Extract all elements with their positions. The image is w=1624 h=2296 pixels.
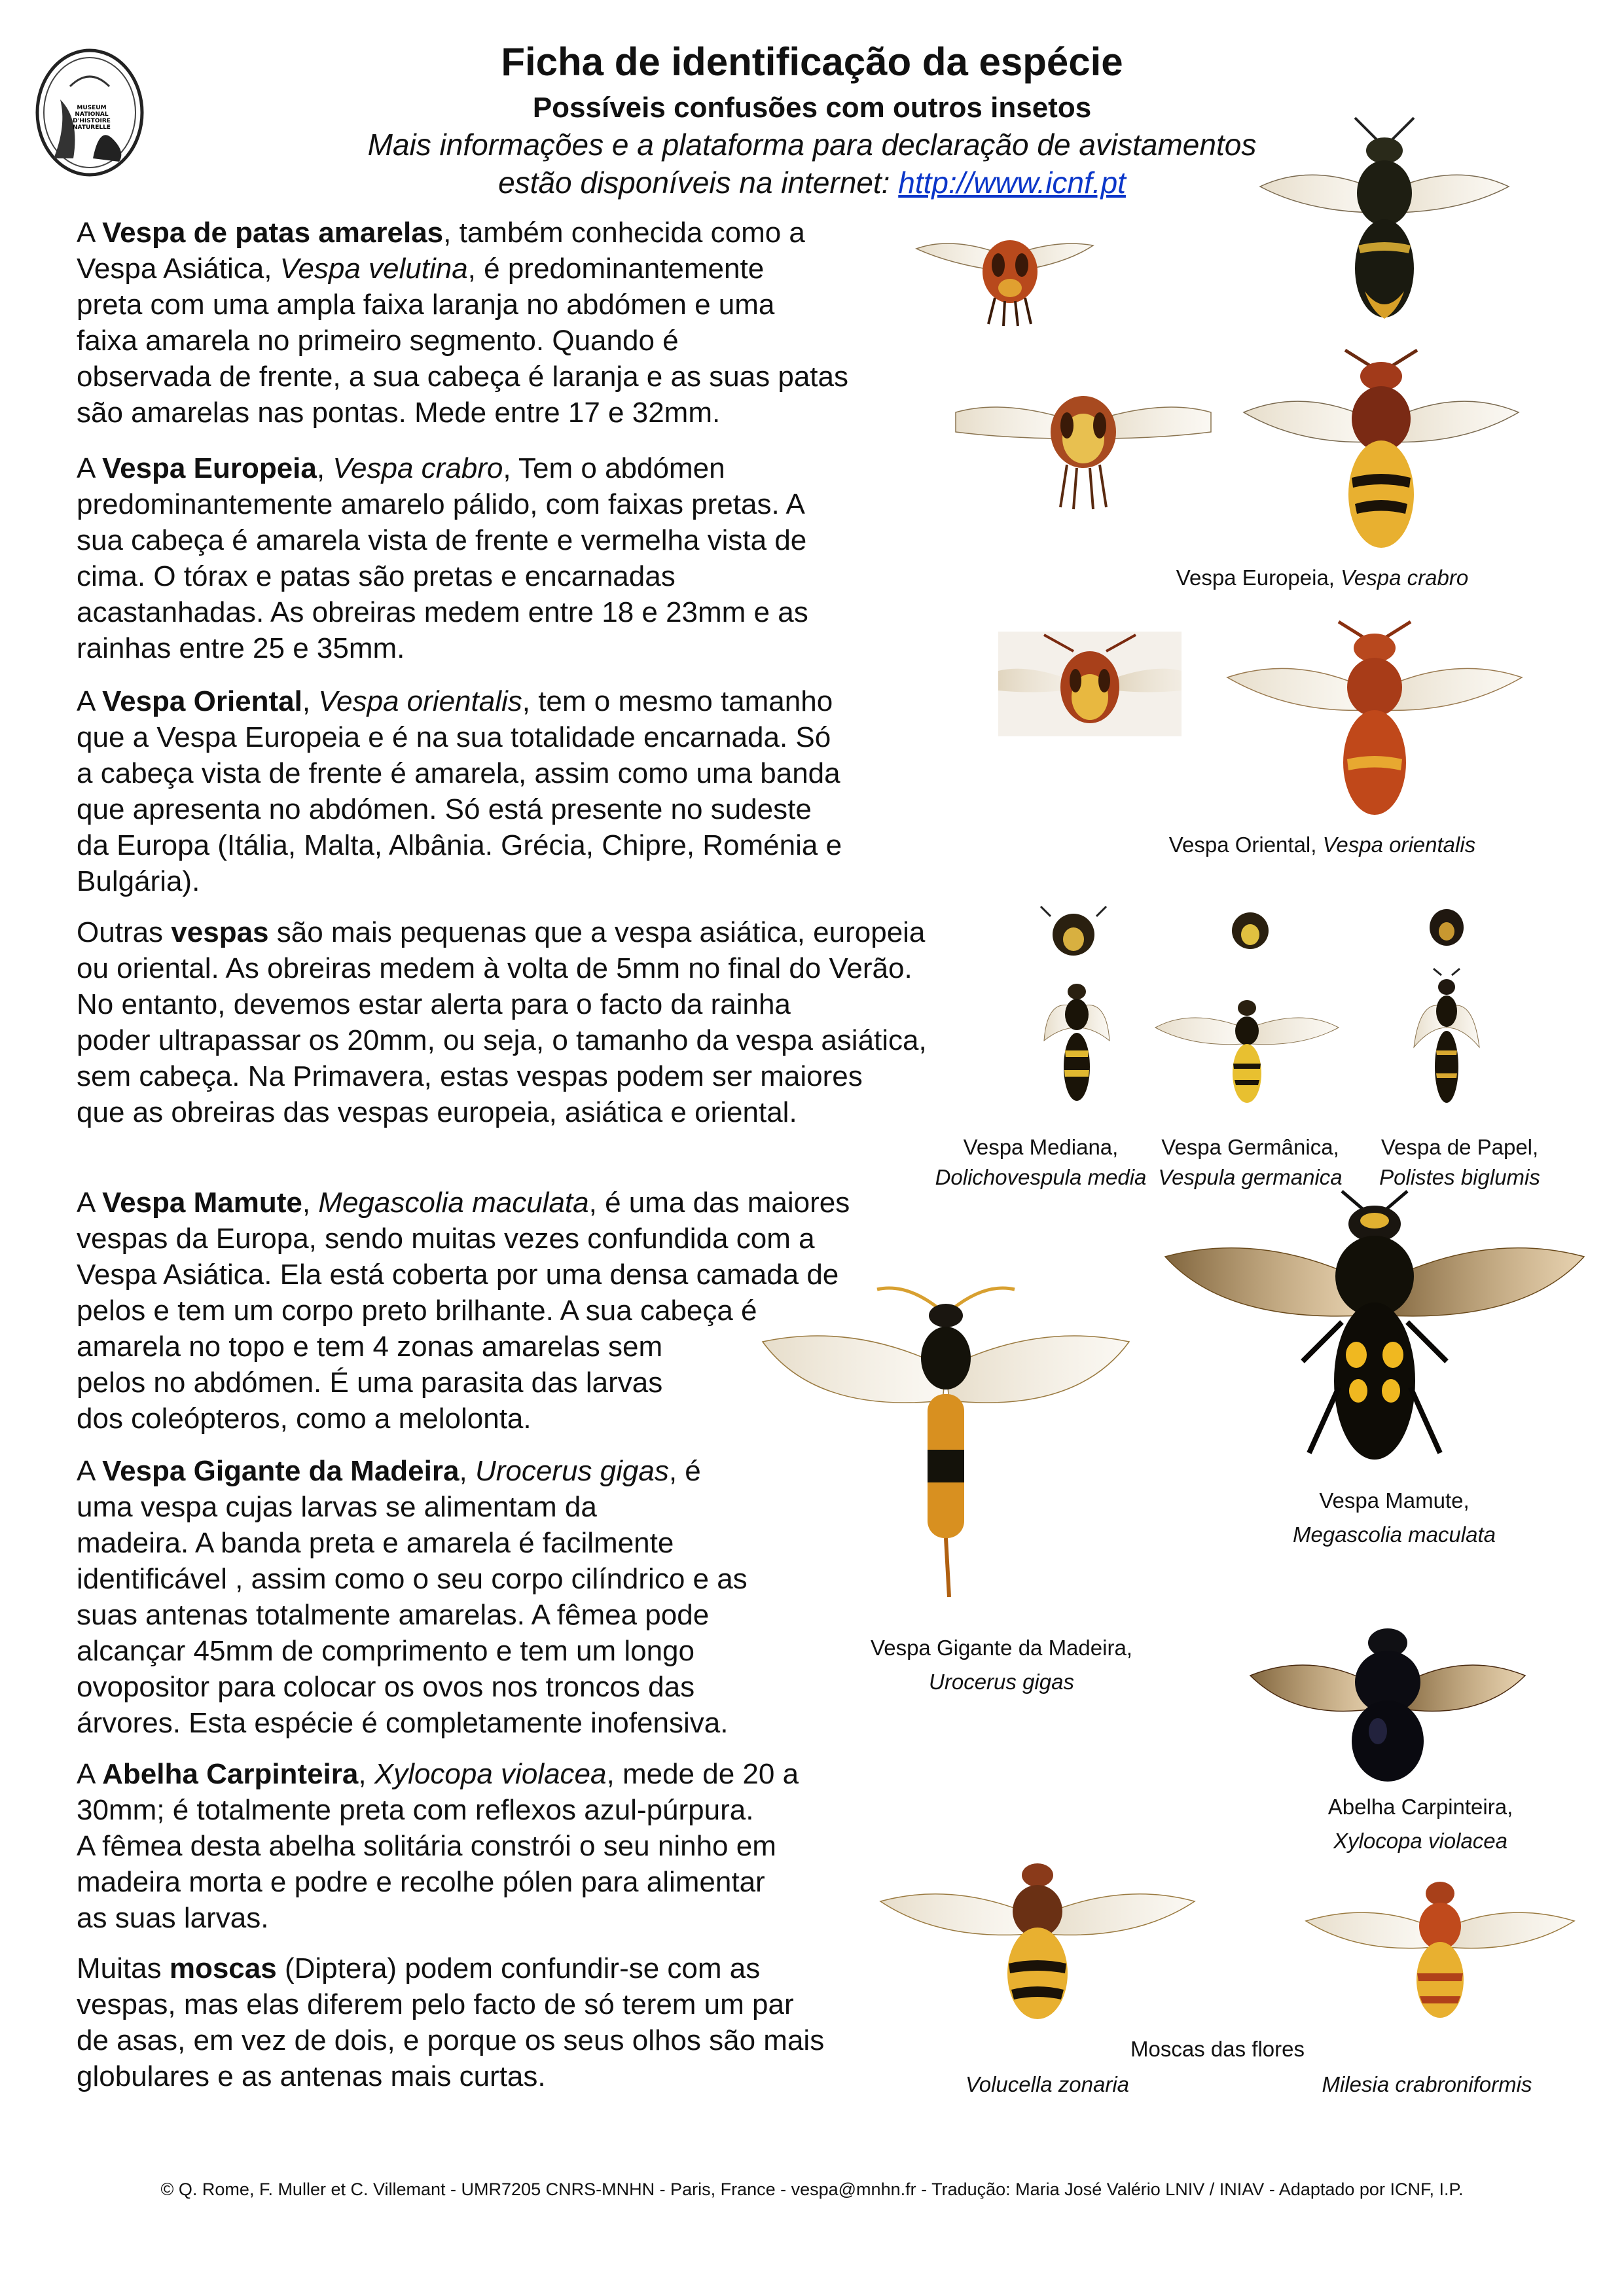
species-name: Vespa Europeia [102,452,317,484]
paragraph-vespa-orientalis: A Vespa Oriental, Vespa orientalis, tem o mesmo tamanho que a Vespa Europeia e é na sua totalidade encarnada. Só a cabeça vista de frente é amarela, assim como uma banda que apresenta no abdómen. Só está presente no sudeste da Europa (Itália, Malta, Albânia. Grécia, Chipre, Roménia e Bulgária). [77,685,842,897]
caption-vespa-germanica: Vespa Germânica, Vespula germanica [1158,1135,1343,1189]
vespa-mamute-image [1165,1191,1584,1479]
vespa-orientalis-top-image [1224,619,1525,821]
info-line-1: Mais informações e a plataforma para declaração de avistamentos [367,128,1257,162]
vespa-germanica-body-image [1152,988,1342,1106]
caption-vespa-mediana: Vespa Mediana, Dolichovespula media [935,1135,1147,1189]
caption-vespa-papel: Vespa de Papel, Polistes biglumis [1379,1135,1540,1189]
page-subtitle: Possíveis confusões com outros insetos [532,92,1092,124]
volucella-zonaria-image [880,1856,1195,2026]
logo-text-2: NATIONAL [75,111,109,118]
vespa-orientalis-front-image [998,632,1182,736]
caption-abelha-carpinteira: Abelha Carpinteira, Xylocopa violacea [1327,1795,1513,1853]
caption-milesia-crabroniformis: Milesia crabroniformis [1322,2072,1532,2096]
species-name: Vespa Oriental [102,685,302,717]
caption-vespa-mamute: Vespa Mamute, Megascolia maculata [1293,1488,1496,1547]
species-name: Vespa de patas amarelas [102,217,444,249]
page-title: Ficha de identificação da espécie [501,40,1123,84]
caption-vespa-crabro: Vespa Europeia, Vespa crabro [1176,565,1469,590]
paragraph-vespa-velutina: A Vespa de patas amarelas, também conhecida como a Vespa Asiática, Vespa velutina, é predominantemente preta com uma ampla faixa laranja no abdómen e uma faixa amarela no primeiro segmento. Quando é observada de frente, a sua cabeça é laranja e as suas patas são amarelas nas pontas. Mede entre 17 e 32mm. [77,217,848,429]
footer-credits: © Q. Rome, F. Muller et C. Villemant - UMR7205 CNRS-MNHN - Paris, France - vespa@mnhn.fr - Tradução: Maria José Valério LNIV / INIAV - Adaptado por ICNF, I.P. [160,2179,1464,2199]
vespa-papel-head-image [1417,900,1476,952]
vespa-crabro-top-image [1240,347,1522,556]
logo-text-3: D'HISTOIRE [73,118,111,124]
species-name: Abelha Carpinteira [102,1758,359,1790]
caption-moscas-das-flores: Moscas das flores [1130,2037,1305,2061]
vespa-crabro-front-image [956,367,1211,511]
caption-vespa-orientalis: Vespa Oriental, Vespa orientalis [1168,833,1476,857]
scientific-name: Xylocopa violacea [374,1758,607,1790]
icnf-link[interactable]: http://www.icnf.pt [898,166,1126,200]
species-name: Vespa Mamute [102,1187,302,1219]
milesia-crabroniformis-image [1306,1875,1574,2019]
paragraph-moscas: Muitas moscas (Diptera) podem confundir-se com as vespas, mas elas diferem pelo facto de só terem um par de asas, em vez de dois, e porque os seus olhos são mais globulares e as antenas mais curtas. [77,1952,825,2092]
abelha-carpinteira-image [1250,1617,1525,1787]
vespa-gigante-madeira-image [763,1283,1129,1610]
paragraph-outras-vespas: Outras vespas são mais pequenas que a vespa asiática, europeia ou oriental. As obreiras medem à volta de 5mm no final do Verão. No entanto, devemos estar alerta para o facto da rainha poder ultrapassar os 20mm, ou seja, o tamanho da vespa asiática, sem cabeça. Na Primavera, estas vespas podem ser maiores que as obreiras das vespas europeia, asiática e oriental. [77,916,927,1128]
scientific-name: Vespa velutina [280,253,468,285]
scientific-name: Vespa orientalis [318,685,522,717]
paragraph-vespa-gigante: A Vespa Gigante da Madeira, Urocerus gigas, é uma vespa cujas larvas se alimentam da madeira. A banda preta e amarela é facilmente identificável , assim como o seu corpo cilíndrico e as suas antenas totalmente amarelas. A fêmea pode alcançar 45mm de comprimento e tem um longo ovopositor para colocar os ovos nos troncos das árvores. Esta espécie é completamente inofensiva. [77,1455,748,1739]
paragraph-vespa-crabro: A Vespa Europeia, Vespa crabro, Tem o abdómen predominantemente amarelo pálido, com faixas pretas. A sua cabeça é amarela vista de frente e vermelha vista de cima. O tórax e patas são pretas e encarnadas acastanhadas. As obreiras medem entre 18 e 23mm e as rainhas entre 25 e 35mm. [77,452,808,664]
paragraph-abelha-carpinteira: A Abelha Carpinteira, Xylocopa violacea, mede de 20 a 30mm; é totalmente preta com reflexos azul-púrpura. A fêmea desta abelha solitária constrói o seu ninho em madeira morta e podre e recolhe pólen para alimentar as suas larvas. [77,1758,799,1934]
species-name: vespas [171,916,269,948]
scientific-name: Urocerus gigas [475,1455,669,1487]
paragraph-vespa-mamute: A Vespa Mamute, Megascolia maculata, é uma das maiores vespas da Europa, sendo muitas vezes confundida com a Vespa Asiática. Ela está coberta por uma densa camada de pelos e tem um corpo preto brilhante. A sua cabeça é amarela no topo e tem 4 zonas amarelas sem pelos no abdómen. É uma parasita das larvas dos coleópteros, como a melolonta. [77,1187,850,1435]
vespa-germanica-head-image [1218,903,1283,956]
vespa-mediana-body-image [1041,975,1113,1106]
logo-text-4: NATURELLE [73,124,111,131]
vespa-papel-body-image [1407,969,1486,1106]
logo-text-1: MUSEUM [77,105,107,111]
species-name: moscas [169,1952,277,1984]
info-prefix: estão disponíveis na internet: [498,166,899,200]
vespa-velutina-front-image [913,209,1096,327]
scientific-name: Megascolia maculata [318,1187,589,1219]
caption-volucella-zonaria: Volucella zonaria [965,2072,1130,2096]
scientific-name: Vespa crabro [333,452,503,484]
vespa-mediana-head-image [1038,903,1110,962]
species-name: Vespa Gigante da Madeira [102,1455,460,1487]
caption-vespa-gigante-madeira: Vespa Gigante da Madeira, Urocerus gigas [871,1636,1132,1694]
vespa-velutina-top-image [1257,115,1512,331]
